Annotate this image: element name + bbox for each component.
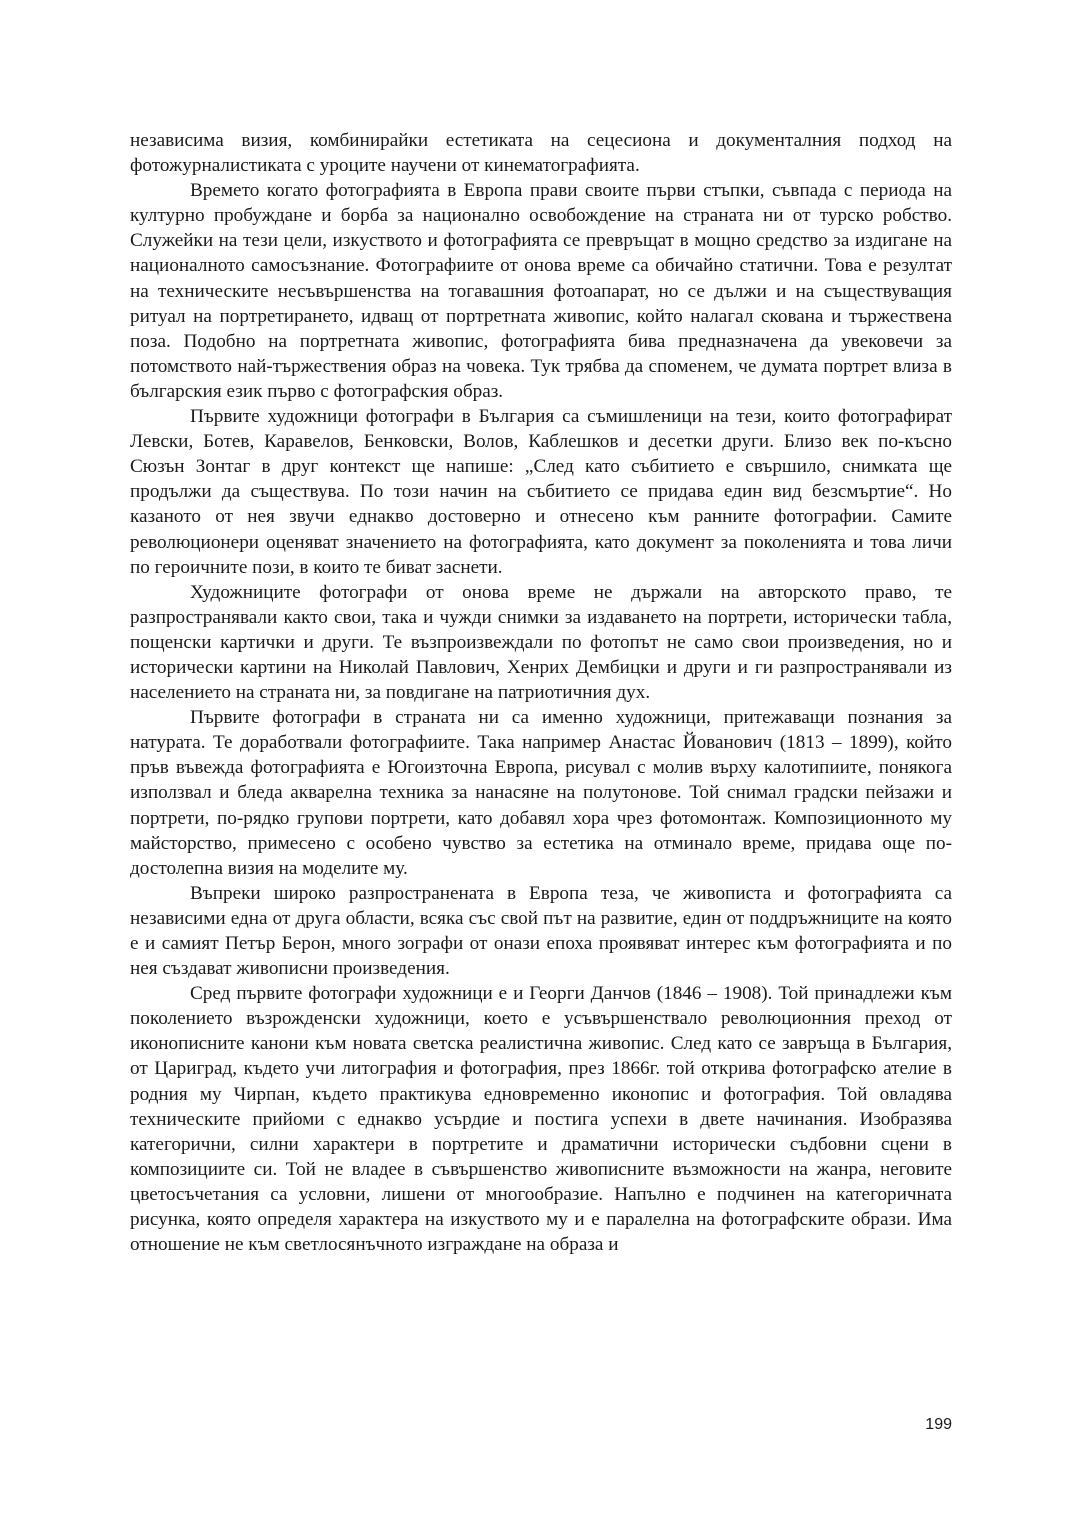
- paragraph-7: Сред първите фотографи художници е и Георги Данчов (1846 – 1908). Той принадлежи към поколението възрожденски художници, което е усъвършенствало революционния преход от иконописните канони към новата светска реалистична живопис. След като се завръща в България, от Цариград, където учи литография и фотография, през 1866г. той открива фотографско ателие в родния му Чирпан, където практикува едновременно иконопис и фотография. Той овладява техническите прийоми с еднакво усърдие и постига успехи в двете начинания. Изобразява категорични, силни характери в портретите и драматични исторически съдбовни сцени в композициите си. Той не владее в съвършенство живописните възможности на жанра, неговите цветосъчетания са условни, лишени от многообразие. Напълно е подчинен на категоричната рисунка, която определя характера на изкуството му и е паралелна на фотографските образи. Има отношение не към светлосянъчното изграждане на образа и: [130, 983, 952, 1256]
- paragraph-3: Първите художници фотографи в България са съмишленици на тези, които фотографират Левски, Ботев, Каравелов, Бенковски, Волов, Каблешков и десетки други. Близо век по-късно Сюзън Зонтаг в друг контекст ще напише: „След като събитието е свършило, снимката ще продължи да съществува. По този начин на събитието се придава един вид безсмъртие“. Но казаното от нея звучи еднакво достоверно и отнесено към ранните фотографии. Самите революционери оценяват значението на фотографията, като документ за поколенията и това личи по героичните пози, в които те биват заснети.: [130, 406, 952, 578]
- body-text: [130, 128, 952, 1257]
- paragraph-5: Първите фотографи в страната ни са именно художници, притежаващи познания за натурата. Те доработвали фотографиите. Така например Анастас Йованович (1813 – 1899), който пръв въвежда фотографията е Югоизточна Европа, рисувал с молив върху калотипиите, понякога използвал и бледа акварелна техника за нанасяне на полутонове. Той снимал градски пейзажи и портрети, по-рядко групови портрети, като добавял хора чрез фотомонтаж. Композиционното му майсторство, примесено с особено чувство за естетика на отминало време, придава още по-достолепна визия на моделите му.: [130, 707, 952, 879]
- page-number: 199: [925, 1416, 952, 1433]
- paragraph-1: независима визия, комбинирайки естетиката на сецесиона и документалния подход на фотожурналистиката с уроците научени от кинематографията.: [130, 130, 952, 177]
- paragraph-2: Времето когато фотографията в Европа прави своите първи стъпки, съвпада с периода на културно пробуждане и борба за национално освобождение на страната ни от турско робство. Служейки на тези цели, изкуството и фотографията се превръщат в мощно средство за издигане на националното самосъзнание. Фотографиите от онова време са обичайно статични. Това е резултат на техническите несъвършенства на тогавашния фотоапарат, но се дължи и на съществуващия ритуал на портретирането, идващ от портретната живопис, който налагал скована и тържествена поза. Подобно на портретната живопис, фотографията бива предназначена да увековечи за потомството най-тържествения образ на човека. Тук трябва да споменем, че думата портрет влиза в българския език първо с фотографския образ.: [130, 180, 952, 402]
- paragraph-6: Въпреки широко разпространената в Европа теза, че живописта и фотографията са независими една от друга области, всяка със свой път на развитие, един от поддръжниците на която е и самият Петър Берон, много зографи от онази епоха проявяват интерес към фотографията и по нея създават живописни произведения.: [130, 882, 952, 980]
- paragraph-4: Художниците фотографи от онова време не държали на авторското право, те разпространявали както свои, така и чужди снимки за издаването на портрети, исторически табла, пощенски картички и други. Те възпроизвеждали по фотопът не само свои произведения, но и исторически картини на Николай Павлович, Хенрих Дембицки и други и ги разпространявали из населението на страната ни, за повдигане на патриотичния дух.: [130, 581, 952, 704]
